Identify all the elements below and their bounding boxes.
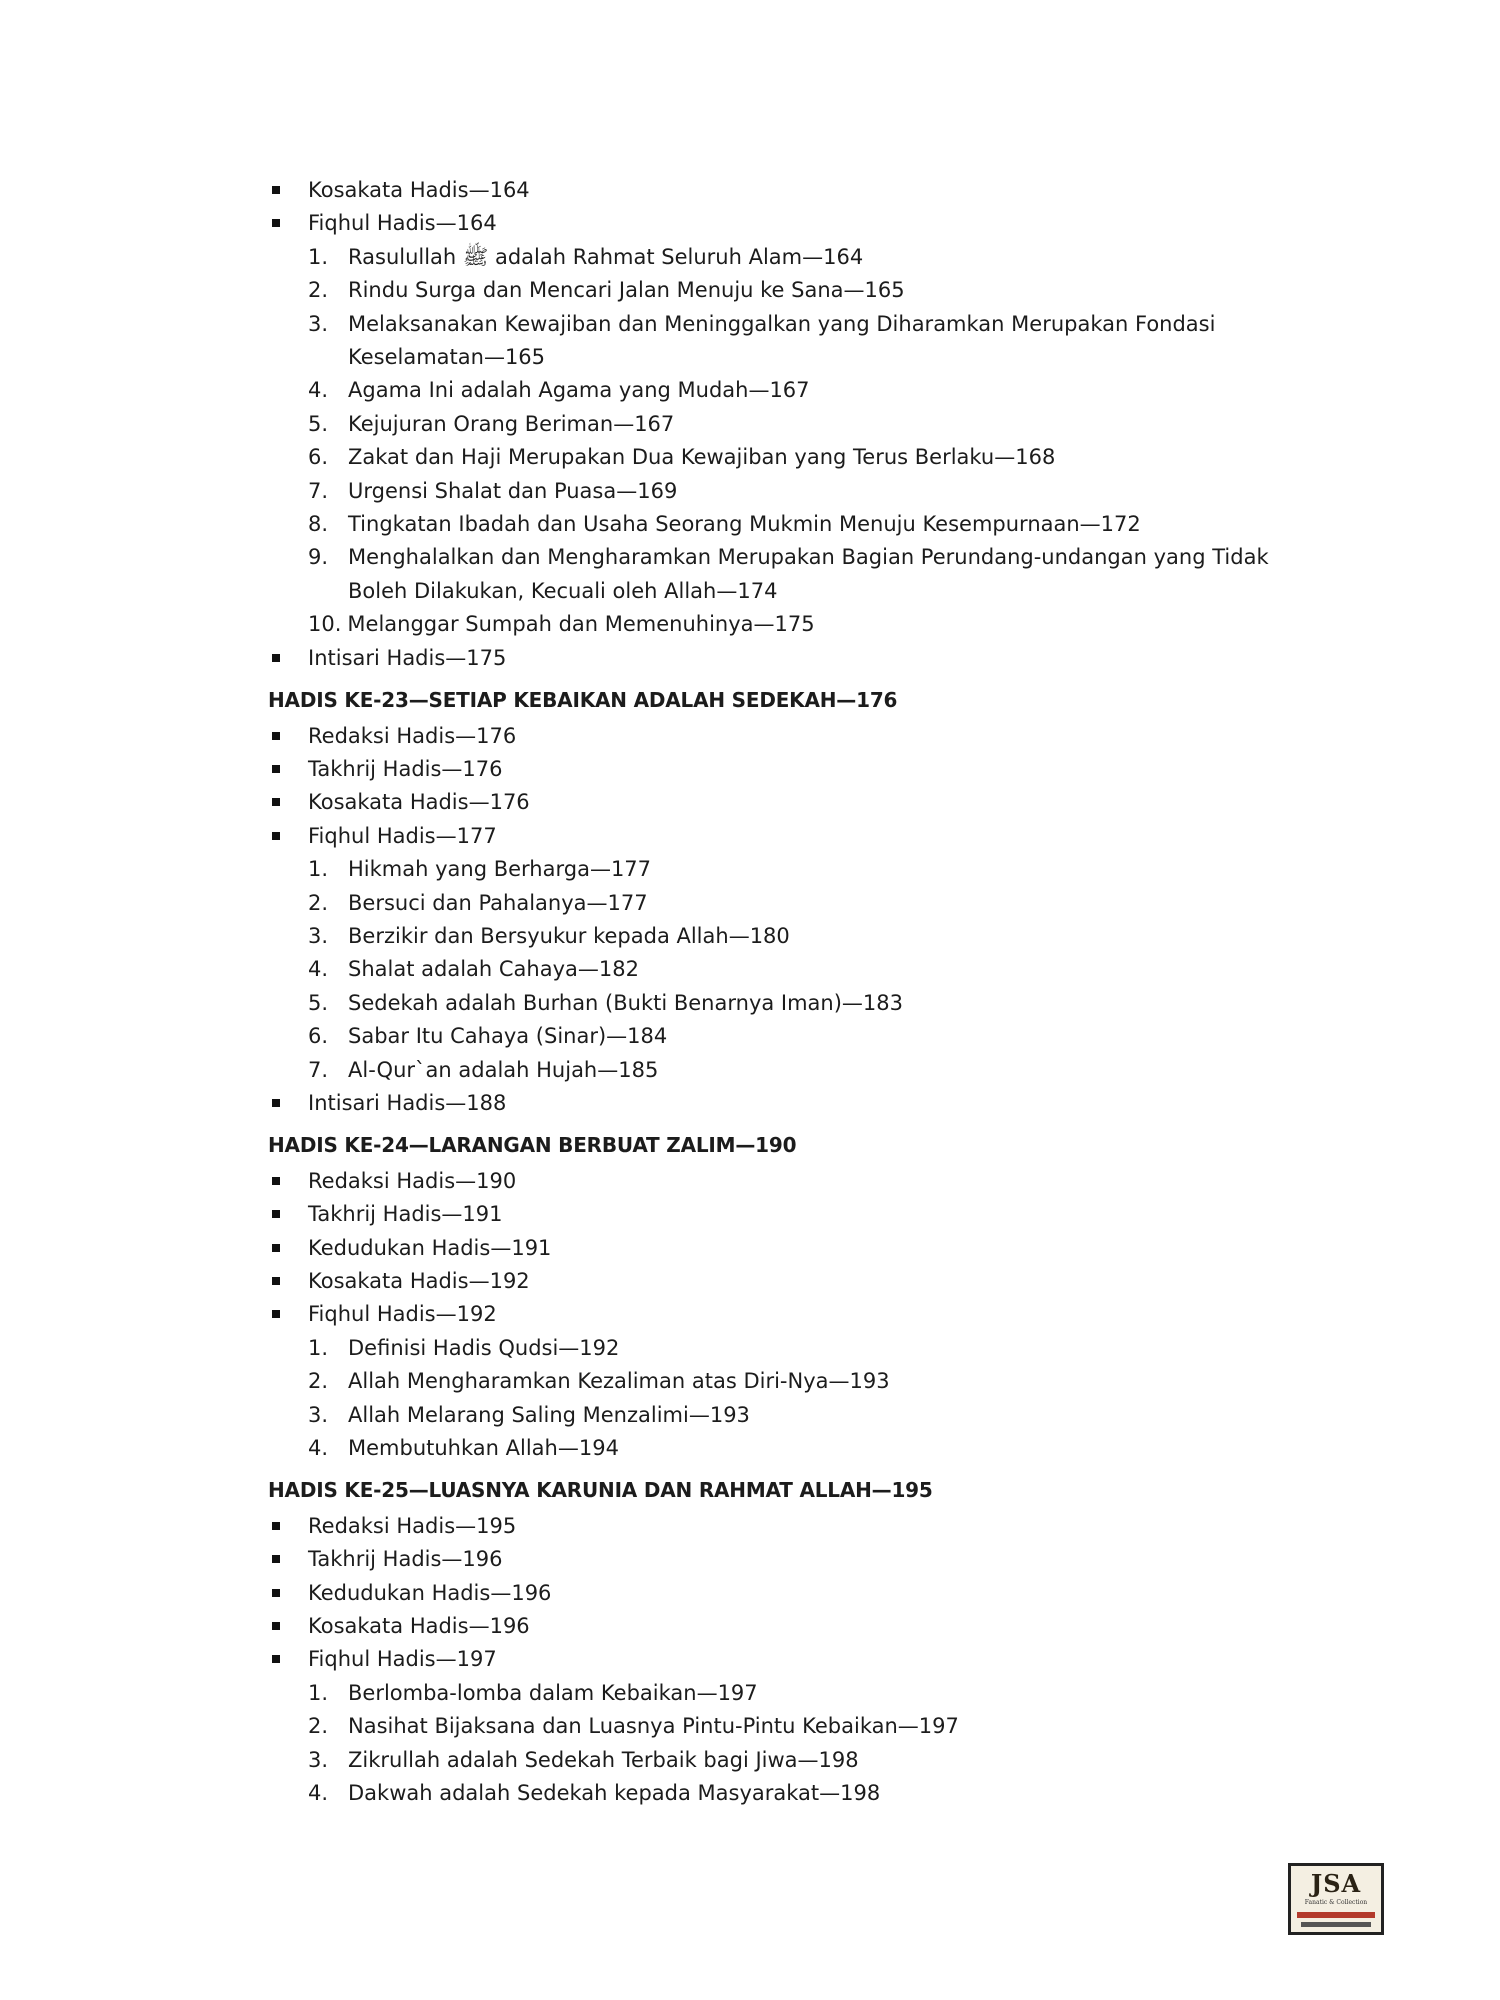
toc-numbered-item [268, 1710, 1308, 1743]
item-number: 1. [308, 1335, 329, 1360]
toc-numbered-item [268, 1332, 1308, 1365]
toc-numbered-item [268, 1744, 1308, 1777]
toc-numbered-item [268, 508, 1308, 541]
toc-bullet-item: Kedudukan Hadis—191 [268, 1232, 1308, 1265]
toc-bullet-item: Fiqhul Hadis—197 [268, 1643, 1308, 1676]
toc-bullet-item: Takhrij Hadis—196 [268, 1543, 1308, 1576]
jsa-logo [1288, 1863, 1384, 1935]
section-heading: HADIS KE-25—LUASNYA KARUNIA DAN RAHMAT ALLAH—195 [268, 1478, 933, 1503]
toc-numbered-item [268, 1054, 1308, 1087]
item-text: Berzikir dan Bersyukur kepada Allah—180 [348, 923, 790, 948]
item-text: Zikrullah adalah Sedekah Terbaik bagi Jiwa—198 [348, 1747, 859, 1772]
item-number: 1. [308, 857, 329, 882]
item-number: 8. [308, 512, 329, 537]
toc-bullet-item: Intisari Hadis—188 [268, 1087, 1308, 1120]
item-number: 3. [308, 311, 329, 336]
toc-bullet-item: Redaksi Hadis—190 [268, 1165, 1308, 1198]
item-text: Menghalalkan dan Mengharamkan Merupakan Bagian Perundang-undangan yang Tidak Boleh Dilakukan, Kecuali oleh Allah—174 [348, 545, 1269, 603]
item-text: Melanggar Sumpah dan Memenuhinya—175 [347, 612, 815, 637]
item-text: Sabar Itu Cahaya (Sinar)—184 [348, 1024, 668, 1049]
toc-bullet-item: Takhrij Hadis—176 [268, 753, 1308, 786]
item-number: 2. [308, 1714, 329, 1739]
item-text: Sedekah adalah Burhan (Bukti Benarnya Iman)—183 [348, 990, 904, 1015]
item-text: Rindu Surga dan Mencari Jalan Menuju ke Sana—165 [348, 278, 905, 303]
toc-numbered-item [268, 308, 1308, 375]
logo-subtitle: Fanatic & Collection [1304, 1899, 1368, 1906]
logo-mark: JSA [1310, 1869, 1362, 1898]
toc-bullet-item: Kedudukan Hadis—196 [268, 1577, 1308, 1610]
toc-numbered-item [268, 920, 1308, 953]
item-number: 5. [308, 990, 329, 1015]
logo-bar [1297, 1912, 1375, 1918]
item-number: 4. [308, 378, 329, 403]
item-text: Nasihat Bijaksana dan Luasnya Pintu-Pintu Kebaikan—197 [348, 1714, 959, 1739]
item-text: Dakwah adalah Sedekah kepada Masyarakat—198 [348, 1781, 881, 1806]
item-text: Allah Mengharamkan Kezaliman atas Diri-Nya—193 [348, 1369, 890, 1394]
toc-numbered-item [268, 475, 1308, 508]
section-heading: HADIS KE-24—LARANGAN BERBUAT ZALIM—190 [268, 1133, 797, 1158]
section-heading: HADIS KE-23—SETIAP KEBAIKAN ADALAH SEDEKAH—176 [268, 688, 898, 713]
toc-bullet-item: Intisari Hadis—175 [268, 642, 1308, 675]
item-text: Al-Qur`an adalah Hujah—185 [348, 1057, 659, 1082]
item-number: 4. [308, 1781, 329, 1806]
table-of-contents [268, 174, 1308, 1811]
toc-numbered-item [268, 1399, 1308, 1432]
item-text: Tingkatan Ibadah dan Usaha Seorang Mukmin Menuju Kesempurnaan—172 [348, 512, 1141, 537]
item-number: 1. [308, 244, 329, 269]
item-text: Membutuhkan Allah—194 [348, 1436, 619, 1461]
toc-numbered-item [268, 1777, 1308, 1810]
item-text: Shalat adalah Cahaya—182 [348, 957, 639, 982]
toc-numbered-item [268, 408, 1308, 441]
item-number: 3. [308, 1402, 329, 1427]
toc-bullet-item: Kosakata Hadis—164 [268, 174, 1308, 207]
toc-numbered-item [268, 853, 1308, 886]
toc-bullet-item: Fiqhul Hadis—177 [268, 820, 1308, 853]
item-number: 9. [308, 545, 329, 570]
item-number: 4. [308, 1436, 329, 1461]
toc-bullet-item: Kosakata Hadis—192 [268, 1265, 1308, 1298]
item-text: Berlomba-lomba dalam Kebaikan—197 [348, 1680, 758, 1705]
toc-numbered-item [268, 608, 1308, 641]
item-number: 7. [308, 478, 329, 503]
toc-numbered-item [268, 374, 1308, 407]
toc-bullet-item: Fiqhul Hadis—192 [268, 1298, 1308, 1331]
item-number: 3. [308, 923, 329, 948]
item-text: Rasulullah ﷺ adalah Rahmat Seluruh Alam—164 [348, 244, 864, 269]
toc-numbered-item [268, 274, 1308, 307]
logo-base [1301, 1922, 1371, 1927]
toc-numbered-item [268, 887, 1308, 920]
item-text: Agama Ini adalah Agama yang Mudah—167 [348, 378, 810, 403]
toc-numbered-item [268, 1432, 1308, 1465]
item-number: 3. [308, 1747, 329, 1772]
toc-numbered-item [268, 1677, 1308, 1710]
toc-bullet-item: Kosakata Hadis—176 [268, 786, 1308, 819]
item-number: 7. [308, 1057, 329, 1082]
toc-numbered-item [268, 1365, 1308, 1398]
item-number: 6. [308, 1024, 329, 1049]
toc-bullet-item: Redaksi Hadis—176 [268, 720, 1308, 753]
item-number: 6. [308, 445, 329, 470]
toc-numbered-item [268, 541, 1308, 608]
item-number: 10. [308, 612, 342, 637]
toc-numbered-item [268, 241, 1308, 274]
item-text: Definisi Hadis Qudsi—192 [348, 1335, 620, 1360]
item-text: Kejujuran Orang Beriman—167 [348, 411, 675, 436]
item-text: Hikmah yang Berharga—177 [348, 857, 652, 882]
item-number: 2. [308, 278, 329, 303]
toc-numbered-item [268, 441, 1308, 474]
toc-bullet-item: Redaksi Hadis—195 [268, 1510, 1308, 1543]
item-text: Melaksanakan Kewajiban dan Meninggalkan yang Diharamkan Merupakan Fondasi Keselamatan—165 [348, 311, 1216, 370]
item-text: Allah Melarang Saling Menzalimi—193 [348, 1402, 750, 1427]
toc-bullet-item: Fiqhul Hadis—164 [268, 207, 1308, 240]
item-number: 2. [308, 1369, 329, 1394]
item-number: 4. [308, 957, 329, 982]
item-text: Bersuci dan Pahalanya—177 [348, 890, 648, 915]
item-number: 5. [308, 411, 329, 436]
toc-bullet-item: Takhrij Hadis—191 [268, 1198, 1308, 1231]
item-text: Zakat dan Haji Merupakan Dua Kewajiban yang Terus Berlaku—168 [348, 445, 1056, 470]
toc-bullet-item: Kosakata Hadis—196 [268, 1610, 1308, 1643]
item-number: 1. [308, 1680, 329, 1705]
toc-numbered-item [268, 987, 1308, 1020]
item-number: 2. [308, 890, 329, 915]
item-text: Urgensi Shalat dan Puasa—169 [348, 478, 678, 503]
toc-numbered-item [268, 953, 1308, 986]
toc-numbered-item [268, 1020, 1308, 1053]
